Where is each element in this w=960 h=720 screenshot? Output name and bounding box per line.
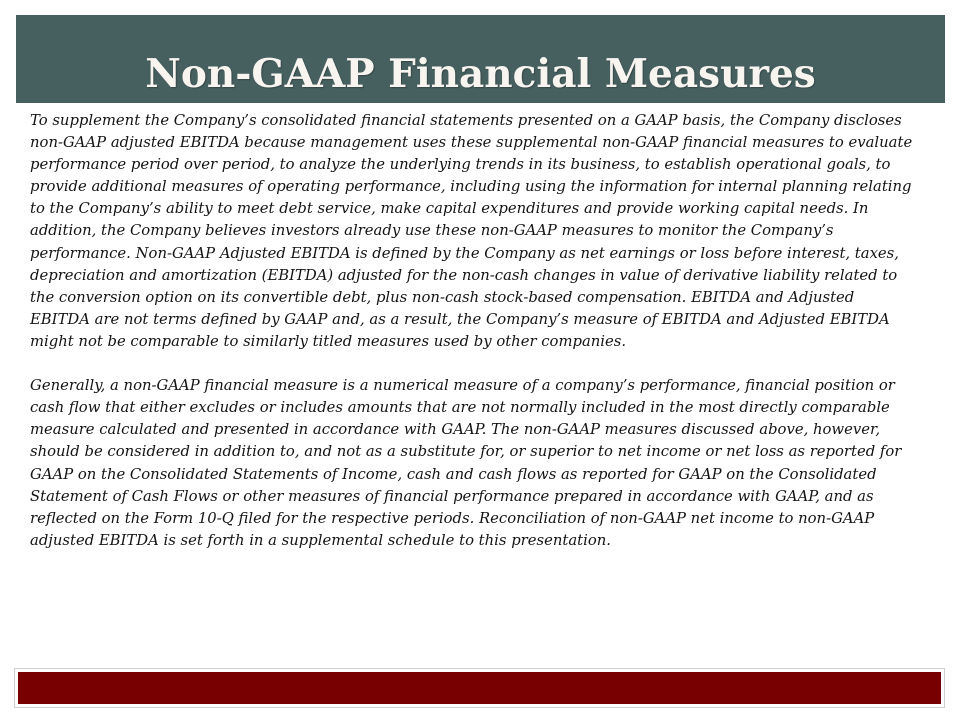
footer-bar — [18, 672, 941, 704]
slide-body — [30, 110, 914, 552]
slide-title: Non-GAAP Financial Measures — [145, 51, 816, 97]
footer-frame — [14, 668, 945, 708]
paragraph-non-gaap-disclaimer: Generally, a non-GAAP financial measure is a numerical measure of a company’s performance, financial position or cash flow that either excludes or includes amounts that are not normally included in the most directly comparable measure calculated and presented in accordance with GAAP. The non-GAAP measures discussed above, however, should be considered in addition to, and not as a substitute for, or superior to net income or net loss as reported for GAAP on the Consolidated Statements of Income, cash and cash flows as reported for GAAP on the Consolidated Statement of Cash Flows or other measures of financial performance prepared in accordance with GAAP, and as reflected on the Form 10-Q filed for the respective periods. Reconciliation of non-GAAP net income to non-GAAP adjusted EBITDA is set forth in a supplemental schedule to this presentation. — [30, 377, 902, 549]
paragraph-ebitda-definition: To supplement the Company’s consolidated financial statements presented on a GAAP basis, the Company discloses non-GAAP adjusted EBITDA because management uses these supplemental non-GAAP financial measures to evaluate performance period over period, to analyze the underlying trends in its business, to establish operational goals, to provide additional measures of operating performance, including using the information for internal planning relating to the Company’s ability to meet debt service, make capital expenditures and provide working capital needs. In addition, the Company believes investors already use these non-GAAP measures to monitor the Company’s performance. Non-GAAP Adjusted EBITDA is defined by the Company as net earnings or loss before interest, taxes, depreciation and amortization (EBITDA) adjusted for the non-cash changes in value of derivative liability related to the conversion option on its convertible debt, plus non-cash stock-based compensation. EBITDA and Adjusted EBITDA are not terms defined by GAAP and, as a result, the Company’s measure of EBITDA and Adjusted EBITDA might not be comparable to similarly titled measures used by other companies. — [30, 112, 913, 350]
title-bar — [16, 15, 945, 103]
